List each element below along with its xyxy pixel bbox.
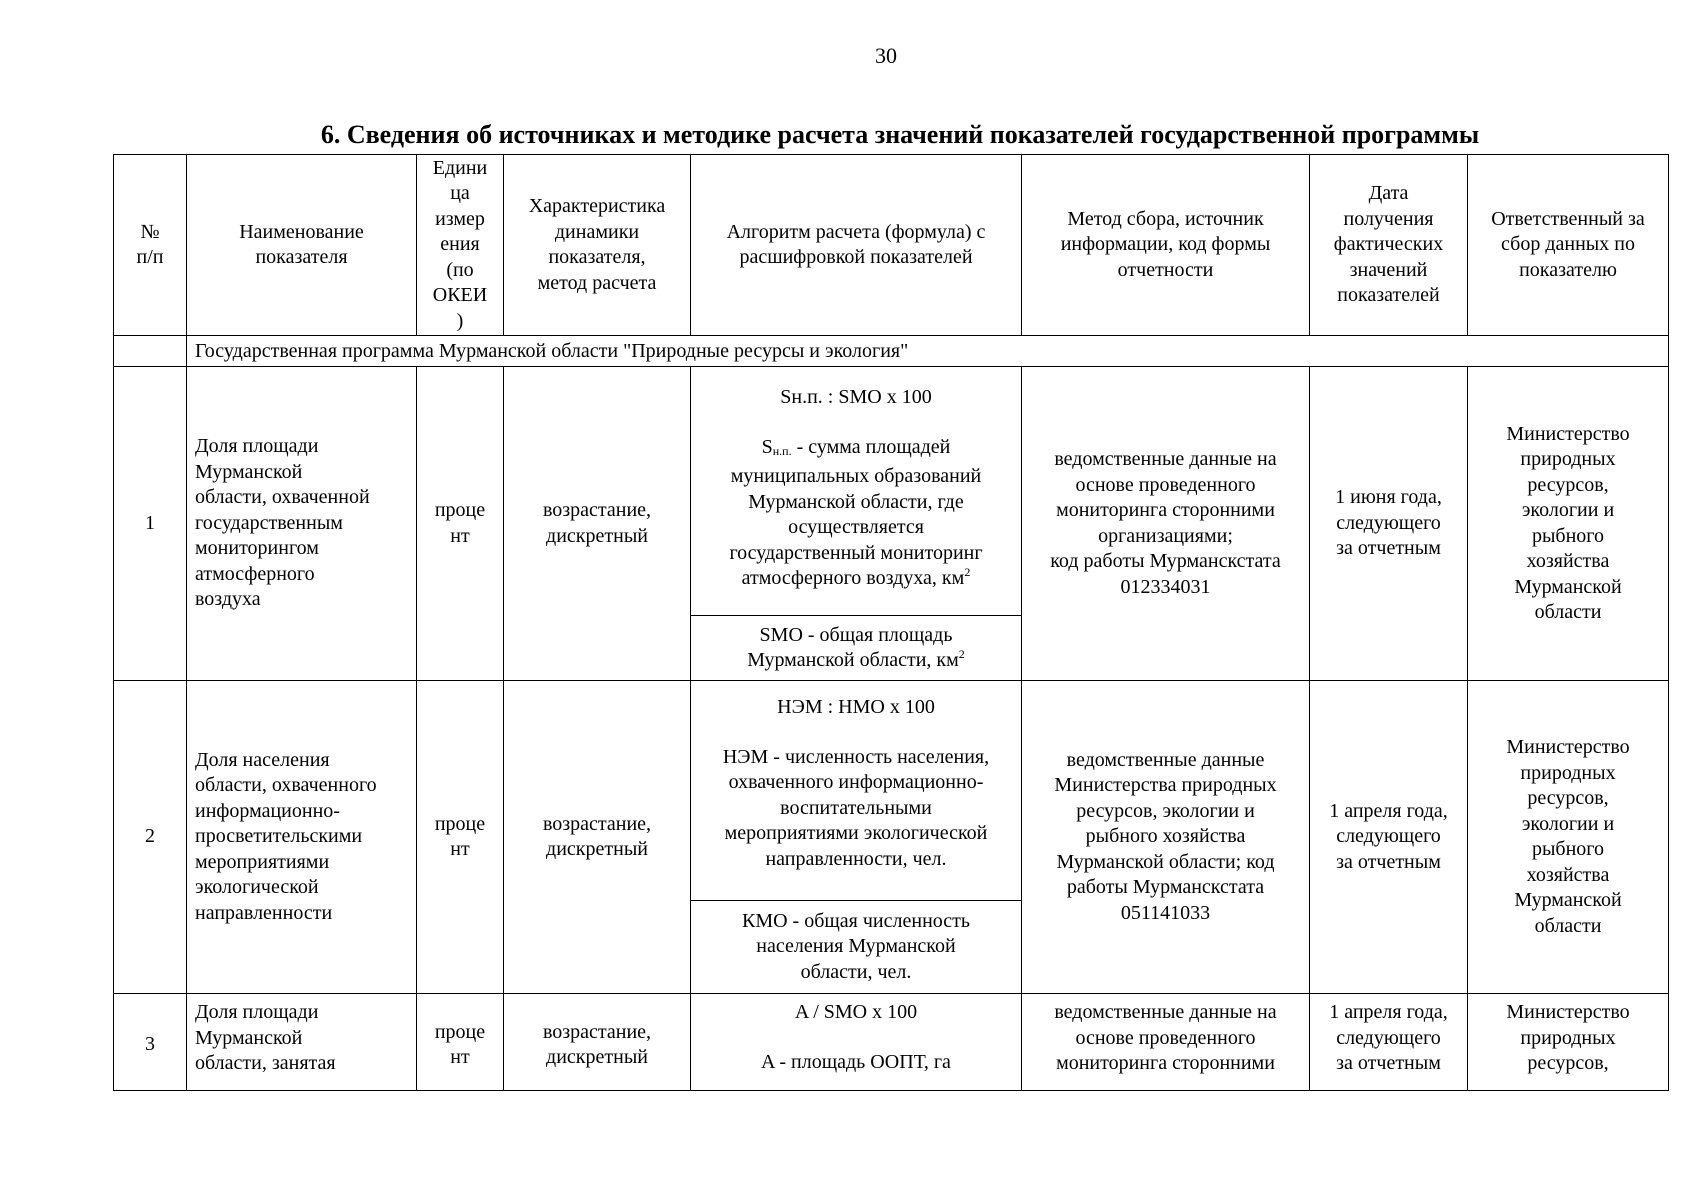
formula-term-description: A - площадь ООПТ, га xyxy=(761,1050,951,1073)
header-date: Дата получения фактических значений показателей xyxy=(1310,155,1468,336)
date-cell: 1 июня года, следующего за отчетным xyxy=(1310,367,1468,681)
unit-cell: проце нт xyxy=(417,681,504,994)
method-cell: ведомственные данные на основе проведенного мониторинга сторонними организациями; код работы Мурманскстата 012334031 xyxy=(1022,367,1310,681)
formula: НЭМ : НМО x 100 xyxy=(777,696,935,718)
formula-cell xyxy=(691,681,1022,901)
formula-cell xyxy=(691,367,1022,616)
unit-cell: проце нт xyxy=(417,994,504,1091)
date-cell: 1 апреля года, следующего за отчетным xyxy=(1310,681,1468,994)
header-num: № п/п xyxy=(114,155,187,336)
row-num: 2 xyxy=(114,681,187,994)
term-symbol: S xyxy=(761,435,773,458)
indicators-table-wrapper xyxy=(113,154,1668,1091)
dynamics-cell: возрастание, дискретный xyxy=(504,681,691,994)
table-row xyxy=(114,367,1669,616)
formula-term-description xyxy=(699,435,1013,592)
term2-superscript: 2 xyxy=(958,647,965,661)
method-cell: ведомственные данные Министерства природных ресурсов, экологии и рыбного хозяйства Мурманской области; код работы Мурманскстата 051141033 xyxy=(1022,681,1310,994)
program-row-num xyxy=(114,336,187,367)
term2-text: SMO - общая площадь Мурманской области, км xyxy=(747,623,959,671)
table-row xyxy=(114,994,1669,1091)
table-row xyxy=(114,681,1669,901)
formula: A / SMO x 100 xyxy=(794,1001,918,1023)
indicators-table xyxy=(113,154,1669,1091)
page-number: 30 xyxy=(875,43,897,68)
method-cell: ведомственные данные на основе проведенного мониторинга сторонними xyxy=(1022,994,1310,1091)
dynamics-cell: возрастание, дискретный xyxy=(504,994,691,1091)
header-algorithm: Алгоритм расчета (формула) с расшифровкой показателей xyxy=(691,155,1022,336)
header-dynamics: Характеристика динамики показателя, метод расчета xyxy=(504,155,691,336)
indicator-name: Доля населения области, охваченного информационно- просветительскими мероприятиями экологической направленности xyxy=(187,681,417,994)
header-unit: Едини ца измер ения (по ОКЕИ ) xyxy=(417,155,504,336)
formula: Sн.п. : SMO x 100 xyxy=(780,386,932,408)
responsible-cell: Министерство природных ресурсов, экологии и рыбного хозяйства Мурманской области xyxy=(1468,367,1669,681)
formula-term-description: НЭМ - численность населения, охваченного информационно- воспитательными мероприятиями экологической направленности, чел. xyxy=(722,745,990,870)
term-subscript: н.п. xyxy=(772,443,792,458)
formula-cell xyxy=(691,994,1022,1091)
header-row xyxy=(114,155,1669,336)
formula-term2-cell xyxy=(691,616,1022,681)
responsible-cell: Министерство природных ресурсов, экологии и рыбного хозяйства Мурманской области xyxy=(1468,681,1669,994)
responsible-cell: Министерство природных ресурсов, xyxy=(1468,994,1669,1091)
date-cell: 1 апреля года, следующего за отчетным xyxy=(1310,994,1468,1091)
term-text: - сумма площадей муниципальных образований Мурманской области, где осуществляется государственный мониторинг атмосферного воздуха, км xyxy=(729,435,983,589)
header-responsible: Ответственный за сбор данных по показателю xyxy=(1468,155,1669,336)
dynamics-cell: возрастание, дискретный xyxy=(504,367,691,681)
indicator-name: Доля площади Мурманской области, занятая xyxy=(187,994,417,1091)
formula-term2-cell: КМО - общая численность населения Мурманской области, чел. xyxy=(691,901,1022,994)
indicator-name: Доля площади Мурманской области, охваченной государственным мониторингом атмосферного воздуха xyxy=(187,367,417,681)
term-superscript: 2 xyxy=(964,565,971,579)
row-num: 1 xyxy=(114,367,187,681)
program-title: Государственная программа Мурманской области "Природные ресурсы и экология" xyxy=(187,336,1669,367)
program-row xyxy=(114,336,1669,367)
row-num: 3 xyxy=(114,994,187,1091)
header-name: Наименование показателя xyxy=(187,155,417,336)
header-method: Метод сбора, источник информации, код формы отчетности xyxy=(1022,155,1310,336)
unit-cell: проце нт xyxy=(417,367,504,681)
section-title: 6. Сведения об источниках и методике расчета значений показателей государственной программы xyxy=(320,120,1480,149)
